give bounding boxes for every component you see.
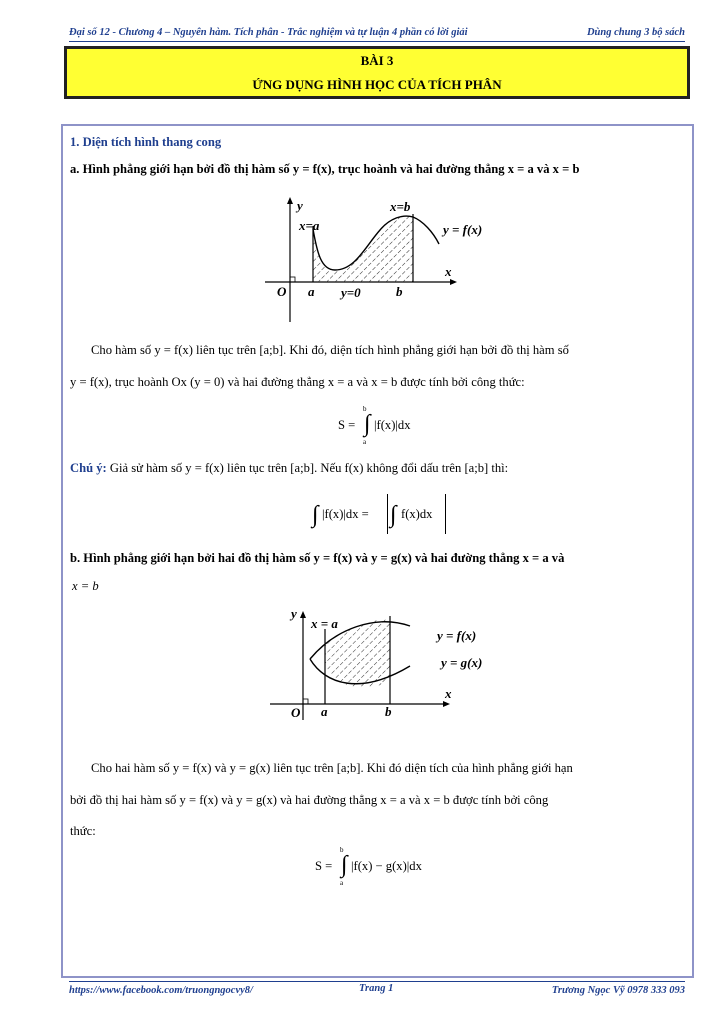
fig2-origin: O [291, 705, 301, 720]
fig1-y-label: y [297, 198, 303, 213]
formula-3 [315, 846, 455, 888]
formula1-s: S = [338, 418, 356, 432]
formula-2 [312, 494, 452, 536]
subsection-b-heading-l1: b. Hình phẳng giới hạn bởi hai đồ thị hàm số y = f(x) và y = g(x) và hai đường thẳng x = a và [70, 551, 565, 565]
fig1-y0-label: y=0 [341, 285, 361, 300]
formula3-lower: a [340, 879, 344, 887]
paragraph2-line2: bởi đồ thị hai hàm số y = f(x) và y = g(x) và hai đường thẳng x = a và x = b được tính bởi công [70, 793, 549, 807]
fig2-a-label: a [321, 704, 328, 719]
fig1-xb-label: x=b [390, 199, 411, 214]
formula2-left: |f(x)|dx = [322, 507, 369, 521]
formula1-lower: a [363, 438, 367, 446]
integral-sign-2b: ∫ [390, 502, 397, 528]
figure-area-under-curve [255, 192, 520, 324]
header-right: Dùng chung 3 bộ sách [586, 27, 685, 38]
formula1-body: |f(x)|dx [374, 418, 411, 432]
lesson-banner [64, 46, 690, 99]
formula3-s: S = [315, 859, 333, 873]
footer-author: Trương Ngọc Vỹ 0978 333 093 [551, 985, 685, 996]
fig1-a-label: a [308, 284, 315, 299]
section-heading: 1. Diện tích hình thang cong [70, 135, 222, 149]
fig2-gx-label: y = g(x) [441, 655, 483, 670]
note [70, 460, 508, 476]
fig2-fx-label: y = f(x) [437, 628, 477, 643]
page-footer [69, 981, 685, 998]
fig1-x-label: x [445, 264, 452, 279]
fig2-xa-label: x = a [311, 616, 338, 631]
abs-bar-right [445, 494, 446, 534]
footer-link[interactable]: https://www.facebook.com/truongngocvy8/ [69, 985, 253, 996]
subsection-b-heading-l2: x = b [72, 579, 99, 593]
formula2-right: f(x)dx [401, 507, 433, 521]
integral-sign-1: ∫ [364, 411, 371, 437]
integral-sign-3: ∫ [341, 852, 348, 878]
figure-area-between-curves [265, 604, 495, 722]
fig1-xa-label: x=a [299, 218, 320, 233]
fig1-fx-label: y = f(x) [443, 222, 483, 237]
formula3-upper: b [340, 846, 344, 854]
abs-bar-left [387, 494, 388, 534]
paragraph1-line1: Cho hàm số y = f(x) liên tục trên [a;b]. Khi đó, diện tích hình phẳng giới hạn bởi đồ thị hàm số [91, 343, 569, 357]
paragraph2-line3: thức: [70, 824, 96, 838]
paragraph2-line1: Cho hai hàm số y = f(x) và y = g(x) liên tục trên [a;b]. Khi đó diện tích của hình phẳng giới hạn [91, 761, 573, 775]
fig1-b-label: b [396, 284, 403, 299]
paragraph1-line2: y = f(x), trục hoành Ox (y = 0) và hai đường thẳng x = a và x = b được tính bởi công thức: [70, 375, 525, 389]
note-text: Giả sử hàm số y = f(x) liên tục trên [a;b]. Nếu f(x) không đổi dấu trên [a;b] thì: [109, 461, 509, 475]
lesson-number: BÀI 3 [360, 53, 394, 68]
formula1-upper: b [363, 405, 367, 413]
note-label: Chú ý: [70, 461, 107, 475]
formula-1 [338, 405, 448, 445]
integral-sign-2a: ∫ [312, 502, 319, 528]
page-header [69, 27, 685, 42]
fig2-x-label: x [445, 686, 452, 701]
fig1-origin: O [277, 284, 287, 299]
lesson-title: ỨNG DỤNG HÌNH HỌC CỦA TÍCH PHÂN [252, 77, 502, 92]
formula3-body: |f(x) − g(x)|dx [351, 859, 422, 873]
fig2-y-label: y [291, 606, 297, 621]
fig2-b-label: b [385, 704, 392, 719]
subsection-a-heading: a. Hình phẳng giới hạn bởi đồ thị hàm số y = f(x), trục hoành và hai đường thẳng x = a và x = b [70, 162, 580, 176]
footer-page-number: Trang 1 [359, 983, 394, 994]
header-left: Đại số 12 - Chương 4 – Nguyên hàm. Tích phân - Trắc nghiệm và tự luận 4 phần có lời giải [69, 27, 468, 38]
